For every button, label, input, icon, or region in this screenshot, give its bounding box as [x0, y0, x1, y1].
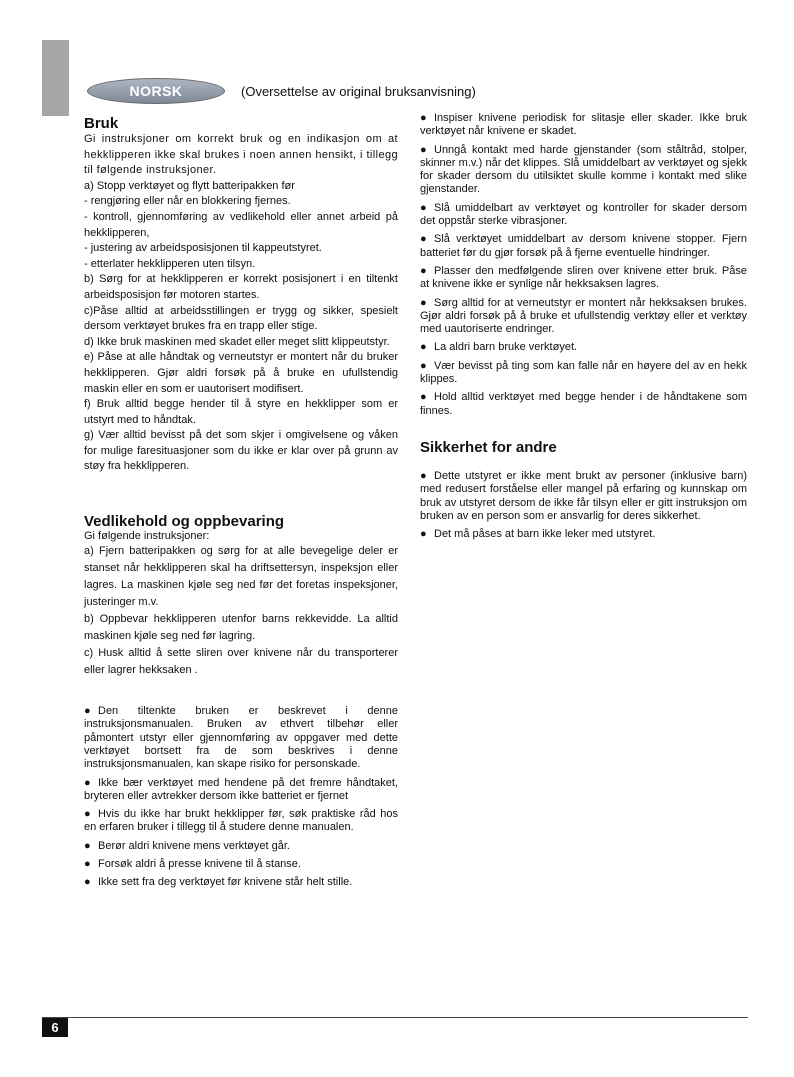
bullet-item: ● Dette utstyret er ikke ment brukt av personer (inklusive barn) med redusert forståelse eller mangel på erfaring og kunnskap om bruk av utstyret dersom de ikke får tilsyn eller er gitt instruksjon om bruken av en person som er ansvarlig for deres sikkerhet.: [420, 469, 747, 522]
bullet-item: ● Slå verktøyet umiddelbart av dersom knivene stopper. Fjern batteriet før du gjør forsøk på å fjerne eventuelle hindringer.: [420, 233, 747, 259]
bullet-item: ● Forsøk aldri å presse knivene til å stanse.: [84, 858, 301, 871]
bullet-icon: ●: [84, 808, 91, 821]
page-number: 6: [42, 1018, 68, 1037]
bruk-line: f) Bruk alltid begge hender til å styre en hekklipper som er utstyrt med to håndtak.: [84, 398, 398, 426]
bullet-icon: ●: [420, 359, 427, 372]
bullet-item: ● La aldri barn bruke verktøyet.: [420, 341, 578, 354]
bullet-icon: ●: [84, 776, 91, 789]
bullet-icon: ●: [420, 391, 427, 404]
bruk-intro: Gi instruksjoner om korrekt bruk og en indikasjon om at hekklipperen ikke skal brukes i noen annen hensikt, i tillegg til følgende instruksjoner.: [84, 133, 398, 177]
bullet-item: ● Hvis du ikke har brukt hekklipper før, søk praktiske råd hos en erfaren bruker i tillegg til å studere denne manualen.: [84, 808, 398, 834]
bruk-line: c)Påse alltid at arbeidsstillingen er trygg og sikker, spesielt dersom verktøyet brukes fra en trapp eller stige.: [84, 304, 398, 333]
bullet-icon: ●: [420, 233, 427, 246]
vedlikehold-line: c) Husk alltid å sette sliren over knivene når du transporterer eller lagrer hekksaken .: [84, 647, 398, 677]
document-subtitle: (Oversettelse av original bruksanvisning): [241, 84, 476, 99]
bullet-icon: ●: [420, 341, 427, 354]
bullet-icon: ●: [420, 528, 427, 541]
bullet-icon: ●: [420, 469, 427, 482]
heading-bruk: Bruk: [84, 115, 119, 132]
bruk-line: - etterlater hekklipperen uten tilsyn.: [84, 257, 256, 270]
bullet-item: ● Hold alltid verktøyet med begge hender i de håndtakene som finnes.: [420, 391, 747, 417]
bullet-icon: ●: [84, 839, 91, 852]
bullet-item: ● Vær bevisst på ting som kan falle når en høyere del av en hekk klippes.: [420, 359, 747, 386]
bullet-icon: ●: [420, 112, 427, 124]
bruk-line: - kontroll, gjennomføring av vedlikehold eller annet arbeid på hekklipperen,: [84, 210, 398, 239]
heading-vedlikehold: Vedlikehold og oppbevaring: [84, 513, 285, 531]
language-badge: NORSK: [87, 78, 225, 104]
vedlikehold-line: a) Fjern batteripakken og sørg for at alle bevegelige deler er stanset når hekklipperen skal ha driftsettersyn, inspeksjon eller lagres. La maskinen kjøle seg ned før det foretas inspeksjoner, justeringer m.v.: [84, 545, 398, 609]
bullet-icon: ●: [84, 705, 91, 718]
footer-rule: [42, 1017, 748, 1018]
bruk-line: d) Ikke bruk maskinen med skadet eller meget slitt klippeutstyr.: [84, 335, 390, 348]
bullet-item: ● Plasser den medfølgende sliren over knivene etter bruk. Påse at knivene ikke er synlige når hekksaksen lagres.: [420, 264, 747, 291]
bullet-icon: ●: [420, 264, 427, 277]
bruk-line: e) Påse at alle håndtak og verneutstyr er montert når du bruker hekklipperen. Gjør aldri forsøk på å bruke en ufullstendig maskin eller en som er uautorisert modifisert.: [84, 351, 398, 395]
bullet-icon: ●: [420, 143, 427, 156]
bullet-icon: ●: [420, 296, 427, 309]
section-side-tab: [42, 40, 69, 116]
bullet-item: ● Den tiltenkte bruken er beskrevet i denne instruksjonsmanualen. Bruken av ethvert tilbehør eller påmontert utstyr eller gjennomføring av oppgaver med dette verktøyet bortsett fra de som beskrives i denne instruksjonsmanualen, kan skape risiko for personskade.: [84, 705, 398, 771]
bullet-item: ● Det må påses at barn ikke leker med utstyret.: [420, 528, 656, 541]
heading-sikkerhet: Sikkerhet for andre: [420, 438, 557, 456]
bullet-icon: ●: [84, 876, 91, 889]
bruk-line: b) Sørg for at hekklipperen er korrekt posisjonert i en tiltenkt arbeidsposisjon før motoren startes.: [84, 273, 398, 301]
bruk-line: a) Stopp verktøyet og flytt batteripakken før: [84, 179, 295, 192]
vedlikehold-line: Gi følgende instruksjoner:: [84, 530, 210, 543]
bullet-item: ● Sørg alltid for at verneutstyr er montert når hekksaksen brukes. Gjør aldri forsøk på å bruke et ufullstendig verktøy eller et verktøy med uautoriserte endringer.: [420, 296, 747, 336]
bullet-icon: ●: [84, 858, 91, 871]
right-column: [420, 112, 747, 546]
bullet-item: ● Inspiser knivene periodisk for slitasje eller skader. Ikke bruk verktøyet når knivene er skadet.: [420, 112, 747, 138]
bullet-item: ● Slå umiddelbart av verktøyet og kontroller for skader dersom det oppstår sterke vibrasjoner.: [420, 201, 747, 228]
vedlikehold-line: b) Oppbevar hekklipperen utenfor barns rekkevidde. La alltid maskinen kjøle seg ned før lagring.: [84, 613, 398, 643]
bruk-line: - rengjøring eller når en blokkering fjernes.: [84, 195, 291, 208]
left-column: [84, 115, 398, 895]
bruk-line: - justering av arbeidsposisjonen til kappeutstyret.: [84, 242, 322, 255]
bullet-item: ● Ikke bær verktøyet med hendene på det fremre håndtaket, bryteren eller avtrekker dersom ikke batteriet er fjernet: [84, 776, 398, 802]
bullet-item: ● Ikke sett fra deg verktøyet før knivene står helt stille.: [84, 876, 353, 889]
bullet-item: ● Unngå kontakt med harde gjenstander (som ståltråd, stolper, skinner m.v.) når det klippes. Slå umiddelbart av verktøyet og sjekk for skader dersom du utilsiktet skulle komme i kontakt med slike gjenstander.: [420, 143, 747, 196]
bullet-item: ● Berør aldri knivene mens verktøyet går.: [84, 839, 290, 852]
bruk-line: g) Vær alltid bevisst på det som skjer i omgivelsene og våken for mulige faresituasjoner som du ikke er klar over på grunn av støy fra hekklipperen.: [84, 429, 398, 473]
bullet-icon: ●: [420, 201, 427, 214]
